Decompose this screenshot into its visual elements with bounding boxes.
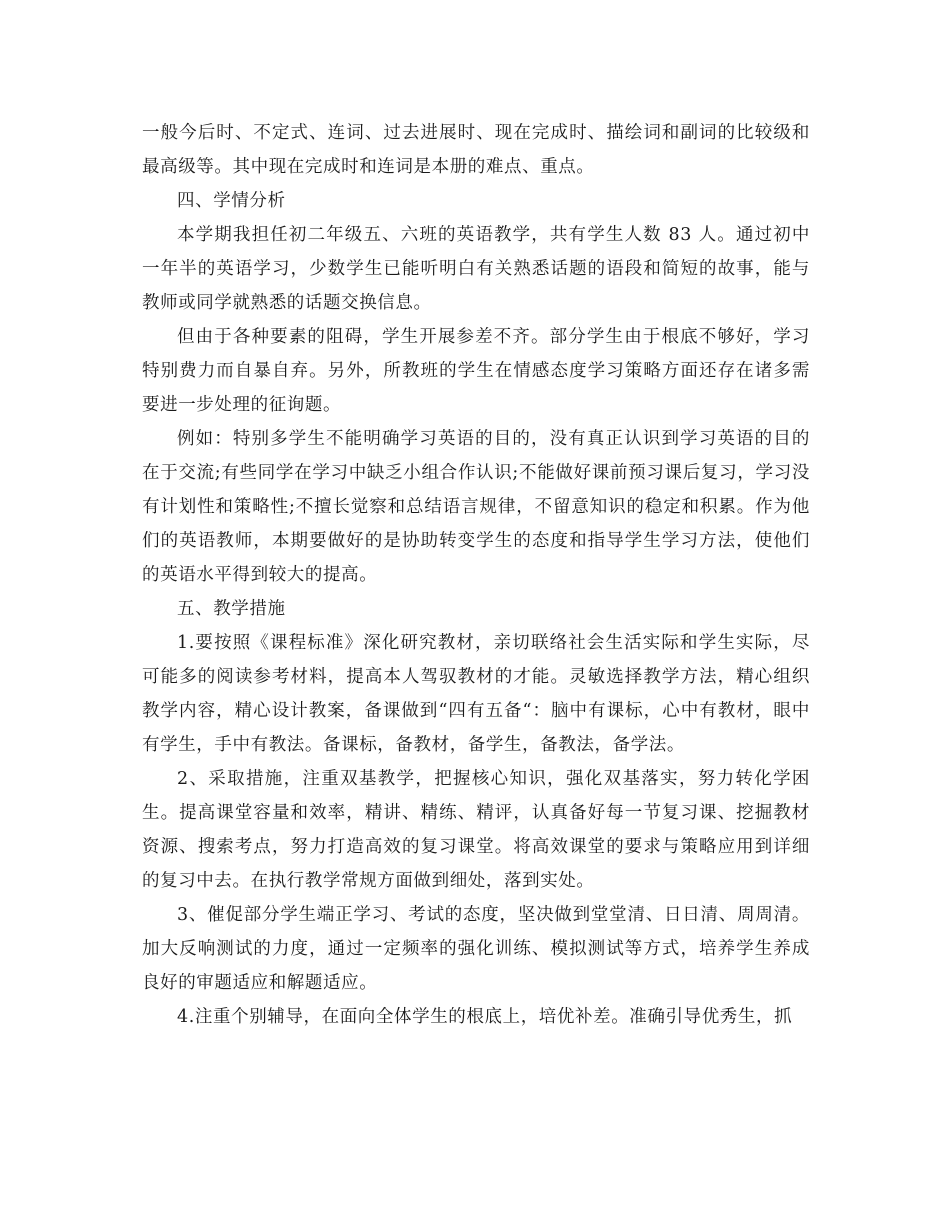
- paragraph: 4.注重个别辅导，在面向全体学生的根底上，培优补差。准确引导优秀生，抓: [177, 1007, 793, 1027]
- paragraph: 本学期我担任初二年级五、六班的英语教学，共有学生人数 83 人。通过初中一年半的英语学习，少数学生已能听明白有关熟悉话题的语段和简短的故事，能与教师或同学就熟悉的话题交换信息。: [142, 225, 810, 313]
- paragraph: 例如：特别多学生不能明确学习英语的目的，没有真正认识到学习英语的目的在于交流;有些同学在学习中缺乏小组合作认识;不能做好课前预习课后复习，学习没有计划性和策略性;不擅长觉察和总结语言规律，不留意知识的稳定和积累。作为他们的英语教师，本期要做好的是协助转变学生的态度和指导学生学习方法，使他们的英语水平得到较大的提高。: [142, 429, 810, 585]
- section-heading-learning-analysis: 四、学情分析: [177, 191, 286, 211]
- paragraph: 2、采取措施，注重双基教学，把握核心知识，强化双基落实，努力转化学困生。提高课堂容量和效率，精讲、精练、精评，认真备好每一节复习课、挖掘教材资源、搜索考点，努力打造高效的复习课堂。将高效课堂的要求与策略应用到详细的复习中去。在执行教学常规方面做到细处，落到实处。: [142, 769, 810, 891]
- paragraph: 3、催促部分学生端正学习、考试的态度，坚决做到堂堂清、日日清、周周清。加大反响测试的力度，通过一定频率的强化训练、模拟测试等方式，培养学生养成良好的审题适应和解题适应。: [142, 905, 810, 993]
- paragraph-continuation: 一般今后时、不定式、连词、过去进展时、现在完成时、描绘词和副词的比较级和最高级等。其中现在完成时和连词是本册的难点、重点。: [142, 123, 810, 177]
- paragraph: 但由于各种要素的阻碍，学生开展参差不齐。部分学生由于根底不够好，学习特别费力而自暴自弃。另外，所教班的学生在情感态度学习策略方面还存在诸多需要进一步处理的征询题。: [142, 327, 810, 415]
- section-heading-teaching-measures: 五、教学措施: [177, 599, 286, 619]
- paragraph: 1.要按照《课程标准》深化研究教材，亲切联络社会生活实际和学生实际，尽可能多的阅读参考材料，提高本人驾驭教材的才能。灵敏选择教学方法，精心组织教学内容，精心设计教案，备课做到“四有五备“：脑中有课标，心中有教材，眼中有学生，手中有教法。备课标，备教材，备学生，备教法，备学法。: [142, 633, 810, 755]
- document-body: [142, 116, 810, 1034]
